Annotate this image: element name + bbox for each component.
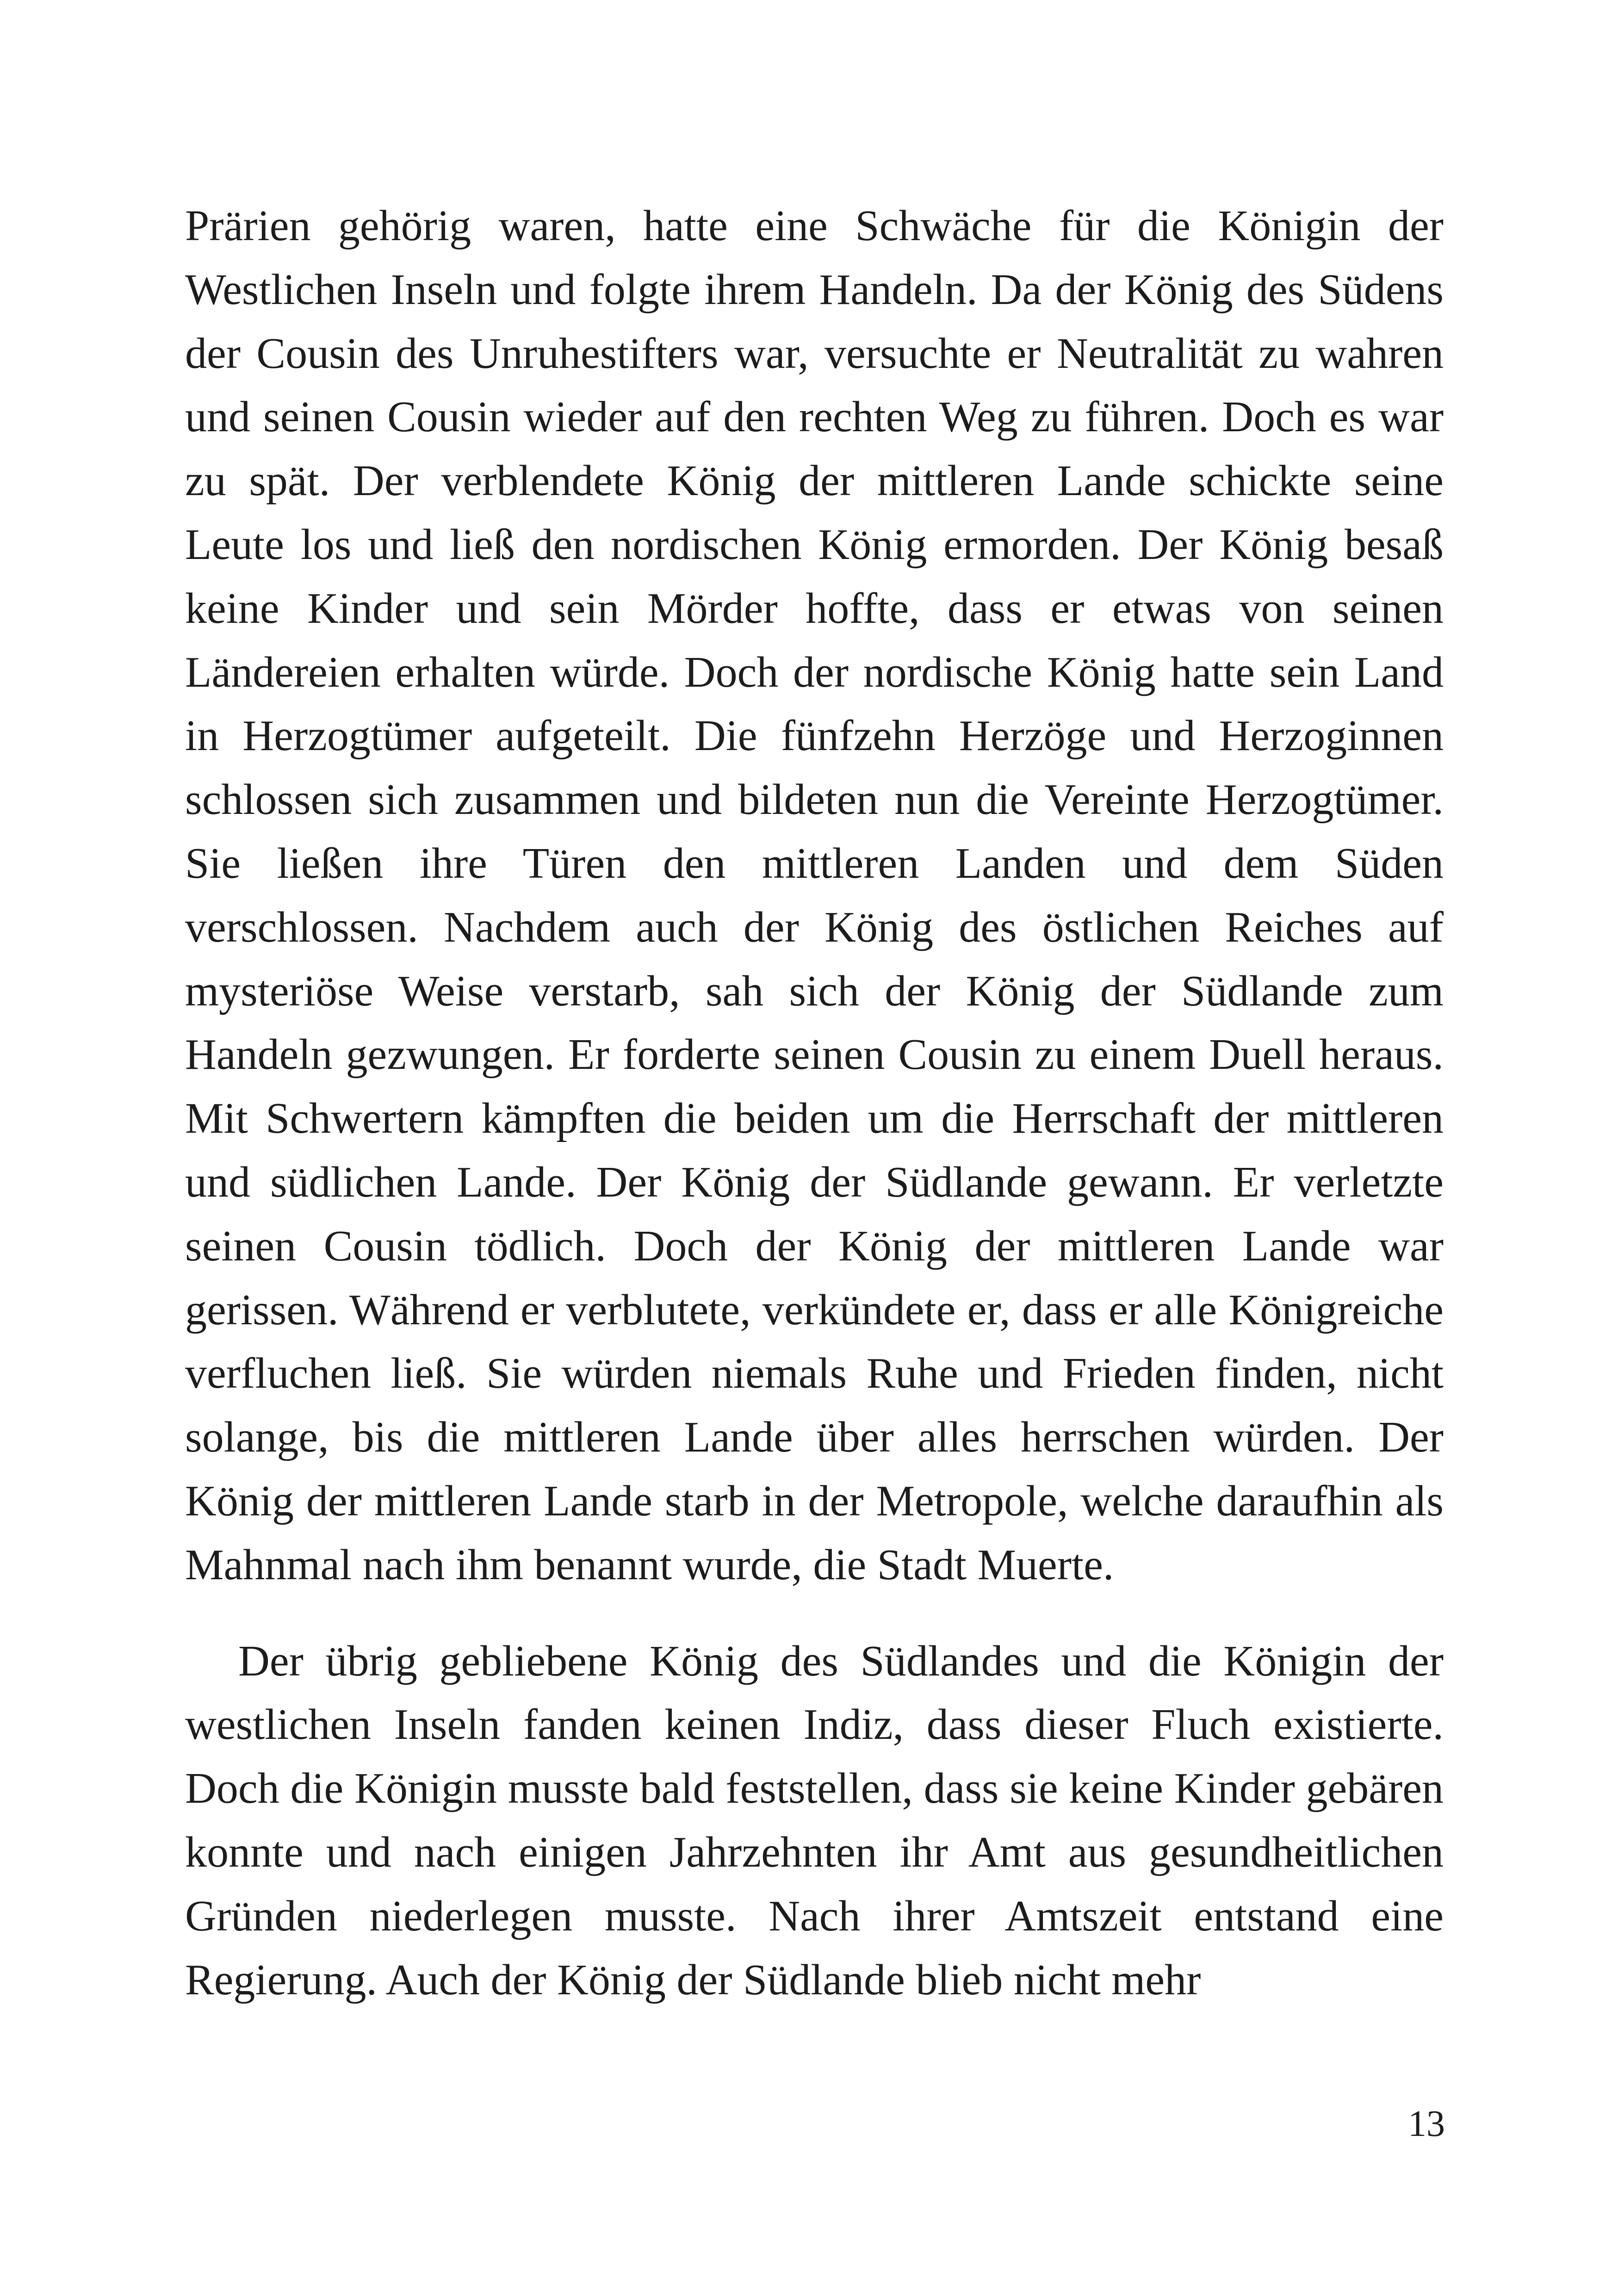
body-text xyxy=(185,194,1444,2012)
paragraph-1: Prärien gehörig waren, hatte eine Schwäche für die Königin der Westlichen Inseln und folgte ihrem Handeln. Da der König des Südens der Cousin des Unruhestifters war, versuchte er Neutralität zu wahren und seinen Cousin wieder auf den rechten Weg zu führen. Doch es war zu spät. Der verblendete König der mittleren Lande schickte seine Leute los und ließ den nordischen König ermorden. Der König besaß keine Kinder und sein Mörder hoffte, dass er etwas von seinen Ländereien erhalten würde. Doch der nordische König hatte sein Land in Herzogtümer aufgeteilt. Die fünfzehn Herzöge und Herzoginnen schlossen sich zusammen und bildeten nun die Vereinte Herzogtümer. Sie ließen ihre Türen den mittleren Landen und dem Süden verschlossen. Nachdem auch der König des östlichen Reiches auf mysteriöse Weise verstarb, sah sich der König der Südlande zum Handeln gezwungen. Er forderte seinen Cousin zu einem Duell heraus. Mit Schwertern kämpften die beiden um die Herrschaft der mittleren und südlichen Lande. Der König der Südlande gewann. Er verletzte seinen Cousin tödlich. Doch der König der mittleren Lande war gerissen. Während er verblutete, verkündete er, dass er alle Königreiche verfluchen ließ. Sie würden niemals Ruhe und Frieden finden, nicht solange, bis die mittleren Lande über alles herrschen würden. Der König der mittleren Lande starb in der Metropole, welche daraufhin als Mahnmal nach ihm benannt wurde, die Stadt Muerte. xyxy=(185,202,1444,1589)
paragraph-2: Der übrig gebliebene König des Südlandes und die Königin der westlichen Inseln fanden keinen Indiz, dass dieser Fluch existierte. Doch die Königin musste bald feststellen, dass sie keine Kinder gebären konnte und nach einigen Jahrzehnten ihr Amt aus gesundheitlichen Gründen niederlegen musste. Nach ihrer Amtszeit entstand eine Regierung. Auch der König der Südlande blieb nicht mehr xyxy=(185,1637,1444,2004)
page-number: 13 xyxy=(1408,2104,1445,2144)
